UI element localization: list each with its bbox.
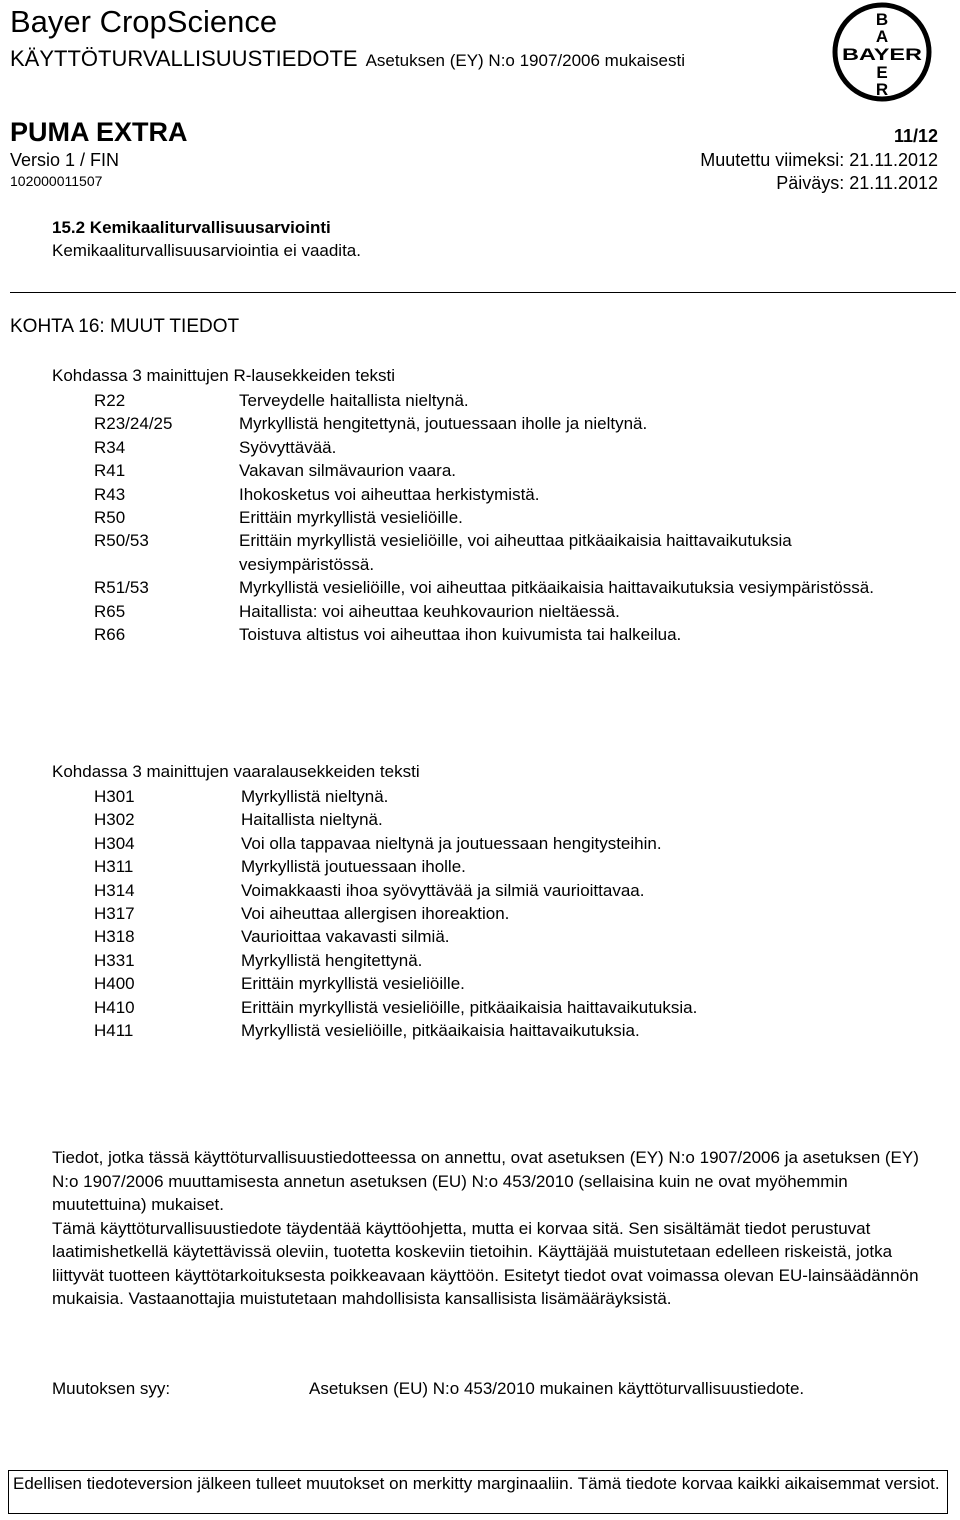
r-phrase-row	[94, 506, 919, 529]
r-phrase-row-text: Myrkyllistä vesieliöille, voi aiheuttaa pitkäaikaisia haittavaikutuksia vesiympäristössä.	[239, 578, 874, 598]
legal-paragraph-regulation: Tiedot, jotka tässä käyttöturvallisuustiedotteessa on annettu, ovat asetuksen (EY) N:o 1907/2006 ja asetuksen (EY) N:o 1907/2006 muuttamisesta annetun asetuksen (EU) N:o 453/2010 (sellaisina kuin ne ovat myöhemmin muutettuina) mukaiset.	[52, 1148, 919, 1214]
r-phrase-row	[94, 529, 919, 576]
r-phrase-row-code: R50/53	[94, 531, 149, 551]
r-phrase-row-text: Erittäin myrkyllistä vesieliöille.	[239, 508, 463, 528]
r-phrase-row	[94, 436, 919, 459]
svg-text:A: A	[875, 27, 889, 46]
r-phrase-row-text: Toistuva altistus voi aiheuttaa ihon kuivumista tai halkeilua.	[239, 625, 682, 645]
h-phrase-row-text: Myrkyllistä vesieliöille, pitkäaikaisia haittavaikutuksia.	[241, 1021, 640, 1041]
r-phrase-row-text: Terveydelle haitallista nieltynä.	[239, 391, 469, 410]
r-phrase-row	[94, 623, 919, 646]
legal-notice	[52, 1146, 932, 1311]
r-phrase-row-code: R41	[94, 461, 126, 481]
h-phrase-row-text: Myrkyllistä hengitettynä.	[241, 950, 423, 970]
h-phrase-row-code: H302	[94, 810, 135, 830]
svg-text:BAYER: BAYER	[842, 45, 922, 64]
r-phrases-list	[94, 389, 919, 646]
h-phrases-list	[94, 785, 921, 1042]
h-phrase-row-code: H301	[94, 787, 135, 806]
r-phrase-row-code: R34	[94, 437, 126, 457]
section-divider	[10, 292, 956, 293]
r-phrase-row	[94, 459, 919, 482]
change-reason-value: Asetuksen (EU) N:o 453/2010 mukainen käyttöturvallisuustiedote.	[309, 1379, 805, 1398]
r-phrase-row-text: Vakavan silmävaurion vaara.	[239, 461, 457, 481]
h-phrase-row	[94, 902, 921, 925]
h-phrase-row	[94, 855, 921, 878]
r-phrases-title: Kohdassa 3 mainittujen R-lausekkeiden teksti	[52, 366, 396, 385]
r-phrase-row-text: Ihokosketus voi aiheuttaa herkistymistä.	[239, 484, 540, 504]
r-phrase-row-code: R23/24/25	[94, 414, 173, 434]
h-phrase-row-code: H304	[94, 833, 135, 853]
r-phrase-row	[94, 576, 919, 599]
page-number: 11/12	[893, 126, 938, 146]
r-phrase-row	[94, 600, 919, 623]
h-phrases-title: Kohdassa 3 mainittujen vaaralausekkeiden teksti	[52, 762, 420, 781]
r-phrase-row-text: Erittäin myrkyllistä vesieliöille, voi aiheuttaa pitkäaikaisia haittavaikutuksia vesiympäristössä.	[239, 531, 792, 574]
section-15-2-text: Kemikaaliturvallisuusarviointia ei vaadita.	[52, 241, 361, 260]
r-phrase-row-code: R22	[94, 391, 126, 410]
r-phrase-row-text: Syövyttävää.	[239, 437, 337, 457]
r-phrase-row	[94, 412, 919, 435]
r-phrase-row-code: R65	[94, 601, 126, 621]
r-phrase-row-text: Myrkyllistä hengitettynä, joutuessaan iholle ja nieltynä.	[239, 414, 648, 434]
legal-paragraph-disclaimer: Tämä käyttöturvallisuustiedote täydentää käyttöohjetta, mutta ei korvaa sitä. Sen sisältämät tiedot perustuvat laatimishetkellä käytettävissä oleviin, tuotetta koskeviin tietoihin. Käyttäjää muistutetaan edelleen riskeistä, jotka liittyvät tuotteen käyttötarkoituksesta poikkeavaan käyttöön. Esitetyt tiedot ovat voimassa olevan EU-lainsäädännön mukaisia. Vastaanottajia muistutetaan mahdollisista kansallisista lisämääräyksistä.	[52, 1218, 919, 1308]
h-phrase-row-text: Erittäin myrkyllistä vesieliöille, pitkäaikaisia haittavaikutuksia.	[241, 997, 698, 1017]
bayer-logo	[832, 2, 932, 102]
company-name: Bayer CropScience	[10, 4, 278, 39]
change-reason-label: Muutoksen syy:	[52, 1379, 171, 1398]
r-phrase-row-code: R50	[94, 508, 126, 528]
h-phrase-row-code: H314	[94, 880, 135, 900]
section-15-2-title: 15.2 Kemikaaliturvallisuusarviointi	[52, 218, 331, 237]
h-phrase-row	[94, 949, 921, 972]
r-phrase-row-code: R51/53	[94, 578, 149, 598]
h-phrase-row	[94, 879, 921, 902]
footer-notice: Edellisen tiedoteversion jälkeen tulleet muutokset on merkitty marginaaliin. Tämä tiedote korvaa kaikki aikaisemmat versiot.	[8, 1470, 948, 1514]
h-phrase-row-code: H318	[94, 927, 135, 947]
h-phrase-row-text: Voimakkaasti ihoa syövyttävää ja silmiä vaurioittavaa.	[241, 880, 645, 900]
h-phrase-row-text: Vaurioittaa vakavasti silmiä.	[241, 927, 450, 947]
r-phrase-row-text: Haitallista: voi aiheuttaa keuhkovaurion nieltäessä.	[239, 601, 620, 621]
svg-text:B: B	[875, 10, 889, 29]
svg-text:E: E	[876, 63, 888, 82]
section-16-title: KOHTA 16: MUUT TIEDOT	[10, 316, 240, 337]
h-phrase-row-text: Myrkyllistä joutuessaan iholle.	[241, 857, 466, 877]
h-phrase-row-text: Voi olla tappavaa nieltynä ja joutuessaan hengitysteihin.	[241, 833, 662, 853]
regulation-reference: Asetuksen (EY) N:o 1907/2006 mukaisesti	[365, 51, 685, 70]
document-type-label: KÄYTTÖTURVALLISUUSTIEDOTE	[10, 46, 358, 71]
h-phrase-row-text: Voi aiheuttaa allergisen ihoreaktion.	[241, 904, 510, 924]
h-phrase-row-code: H410	[94, 997, 135, 1017]
h-phrase-row	[94, 785, 921, 808]
h-phrase-row-text: Erittäin myrkyllistä vesieliöille.	[241, 974, 465, 994]
document-number: 102000011507	[10, 173, 103, 189]
version-label: Versio 1 / FIN	[10, 150, 120, 170]
issue-date: Päiväys: 21.11.2012	[776, 173, 938, 193]
h-phrase-row-code: H400	[94, 974, 135, 994]
product-name: PUMA EXTRA	[10, 117, 188, 147]
h-phrase-row-text: Myrkyllistä nieltynä.	[241, 787, 389, 806]
h-phrase-row	[94, 808, 921, 831]
svg-text:R: R	[875, 80, 889, 99]
document-type	[10, 46, 685, 74]
r-phrase-row	[94, 389, 919, 412]
r-phrase-row-code: R66	[94, 625, 126, 645]
h-phrase-row-code: H411	[94, 1021, 134, 1041]
h-phrase-row	[94, 832, 921, 855]
r-phrase-row	[94, 483, 919, 506]
h-phrase-row-text: Haitallista nieltynä.	[241, 810, 383, 830]
r-phrase-row-code: R43	[94, 484, 126, 504]
h-phrase-row-code: H311	[94, 857, 134, 877]
h-phrase-row-code: H331	[94, 950, 135, 970]
h-phrase-row	[94, 996, 921, 1019]
h-phrase-row	[94, 1019, 921, 1042]
h-phrase-row	[94, 972, 921, 995]
h-phrase-row-code: H317	[94, 904, 135, 924]
h-phrase-row	[94, 925, 921, 948]
modified-date: Muutettu viimeksi: 21.11.2012	[700, 150, 938, 170]
